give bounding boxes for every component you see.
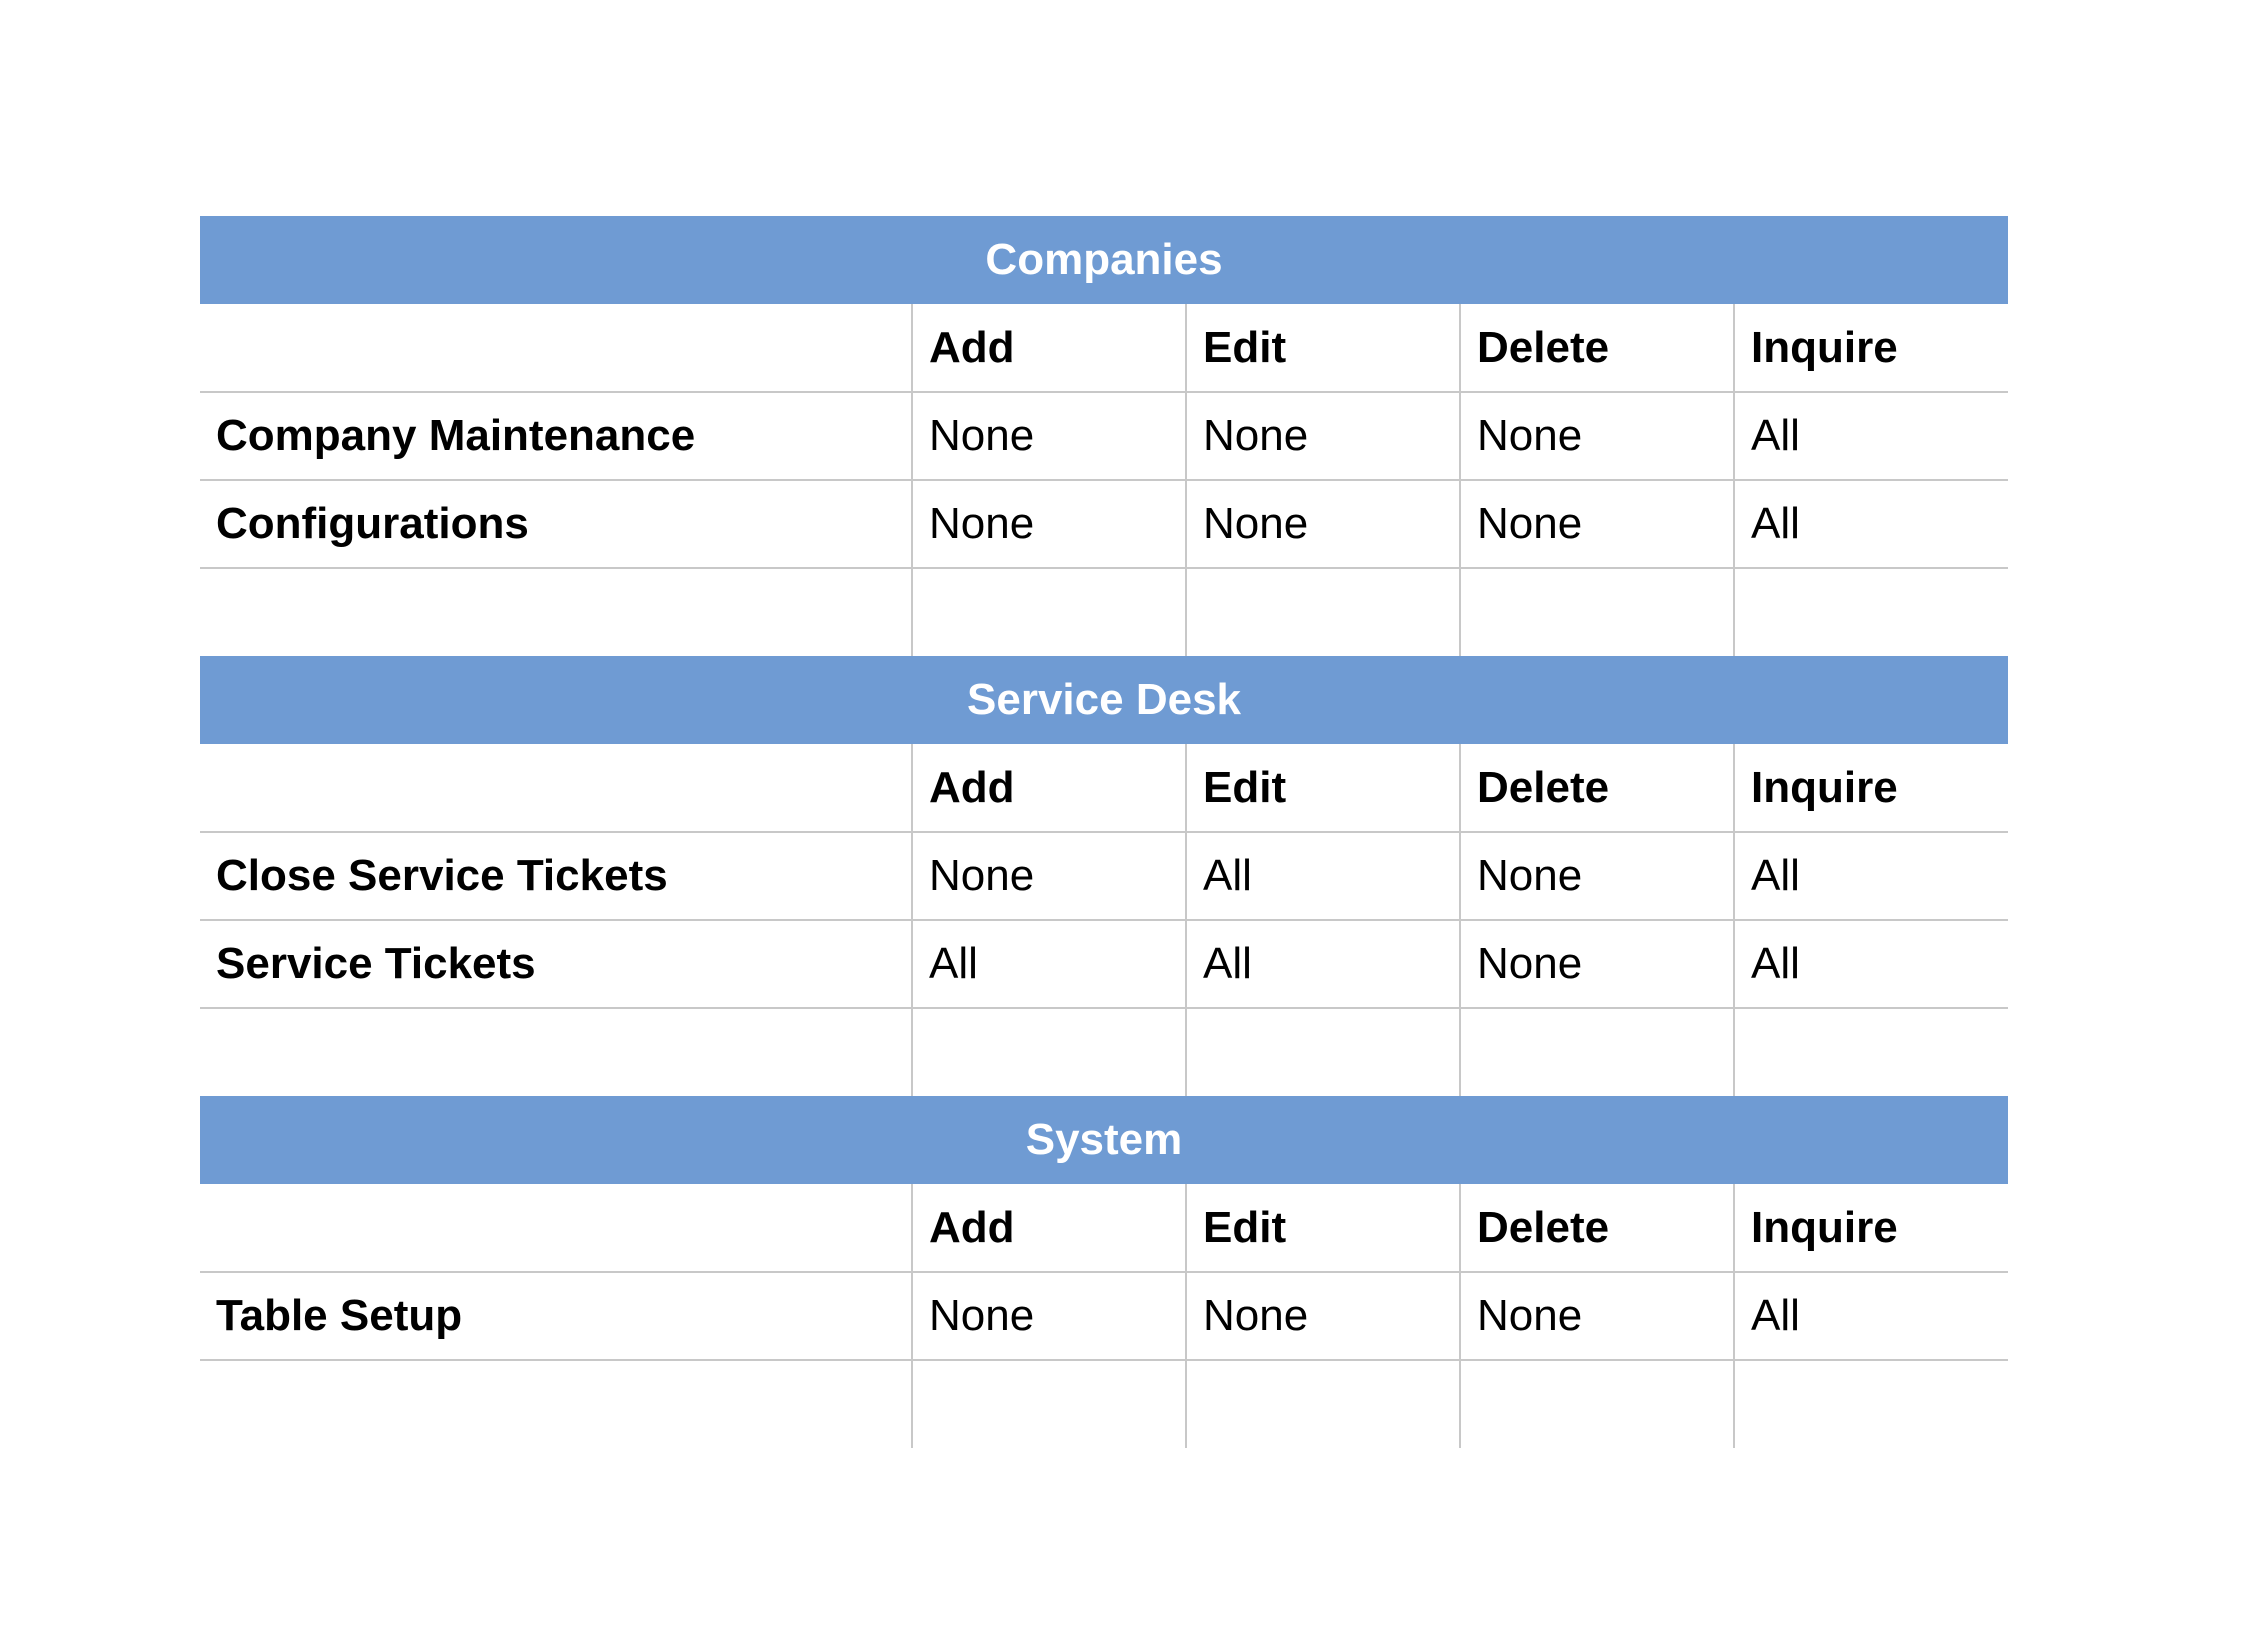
permission-inquire: All — [1734, 832, 2008, 920]
column-header-edit: Edit — [1186, 744, 1460, 832]
column-header-add: Add — [912, 304, 1186, 392]
permission-delete: None — [1460, 480, 1734, 568]
column-header-add: Add — [912, 1184, 1186, 1272]
row-label: Table Setup — [200, 1272, 912, 1360]
permission-edit: All — [1186, 920, 1460, 1008]
table-row — [200, 1272, 2008, 1360]
permission-add: None — [912, 480, 1186, 568]
section-title: Companies — [200, 216, 2008, 304]
permission-add: None — [912, 392, 1186, 480]
header-empty-cell — [200, 1184, 912, 1272]
table-row — [200, 392, 2008, 480]
empty-cell — [912, 568, 1186, 656]
empty-cell — [200, 1008, 912, 1096]
empty-cell — [1734, 568, 2008, 656]
empty-cell — [1734, 1360, 2008, 1448]
row-label: Close Service Tickets — [200, 832, 912, 920]
section-header-companies — [200, 216, 2008, 304]
permission-add: None — [912, 1272, 1186, 1360]
empty-cell — [912, 1008, 1186, 1096]
empty-cell — [200, 568, 912, 656]
column-header-row — [200, 1184, 2008, 1272]
empty-cell — [1734, 1008, 2008, 1096]
column-header-inquire: Inquire — [1734, 744, 2008, 832]
column-header-row — [200, 304, 2008, 392]
column-header-inquire: Inquire — [1734, 1184, 2008, 1272]
column-header-edit: Edit — [1186, 304, 1460, 392]
permission-delete: None — [1460, 832, 1734, 920]
table-row — [200, 920, 2008, 1008]
header-empty-cell — [200, 304, 912, 392]
permission-add: All — [912, 920, 1186, 1008]
empty-cell — [1186, 1008, 1460, 1096]
empty-cell — [912, 1360, 1186, 1448]
empty-cell — [1186, 568, 1460, 656]
permission-delete: None — [1460, 392, 1734, 480]
permissions-table — [200, 216, 2008, 1448]
permission-inquire: All — [1734, 392, 2008, 480]
section-header-system — [200, 1096, 2008, 1184]
empty-cell — [1460, 1360, 1734, 1448]
permission-edit: None — [1186, 392, 1460, 480]
row-label: Service Tickets — [200, 920, 912, 1008]
permission-inquire: All — [1734, 1272, 2008, 1360]
row-label: Company Maintenance — [200, 392, 912, 480]
empty-cell — [200, 1360, 912, 1448]
empty-cell — [1460, 568, 1734, 656]
permission-delete: None — [1460, 1272, 1734, 1360]
column-header-inquire: Inquire — [1734, 304, 2008, 392]
column-header-delete: Delete — [1460, 1184, 1734, 1272]
column-header-delete: Delete — [1460, 304, 1734, 392]
column-header-delete: Delete — [1460, 744, 1734, 832]
table-row — [200, 832, 2008, 920]
permission-inquire: All — [1734, 920, 2008, 1008]
section-title: System — [200, 1096, 2008, 1184]
permission-edit: None — [1186, 1272, 1460, 1360]
empty-cell — [1186, 1360, 1460, 1448]
section-header-service-desk — [200, 656, 2008, 744]
permission-edit: All — [1186, 832, 1460, 920]
column-header-add: Add — [912, 744, 1186, 832]
permission-edit: None — [1186, 480, 1460, 568]
section-title: Service Desk — [200, 656, 2008, 744]
permission-add: None — [912, 832, 1186, 920]
table-row — [200, 480, 2008, 568]
empty-cell — [1460, 1008, 1734, 1096]
permission-inquire: All — [1734, 480, 2008, 568]
column-header-row — [200, 744, 2008, 832]
spacer-row — [200, 568, 2008, 656]
spacer-row — [200, 1360, 2008, 1448]
column-header-edit: Edit — [1186, 1184, 1460, 1272]
header-empty-cell — [200, 744, 912, 832]
row-label: Configurations — [200, 480, 912, 568]
spacer-row — [200, 1008, 2008, 1096]
permission-delete: None — [1460, 920, 1734, 1008]
